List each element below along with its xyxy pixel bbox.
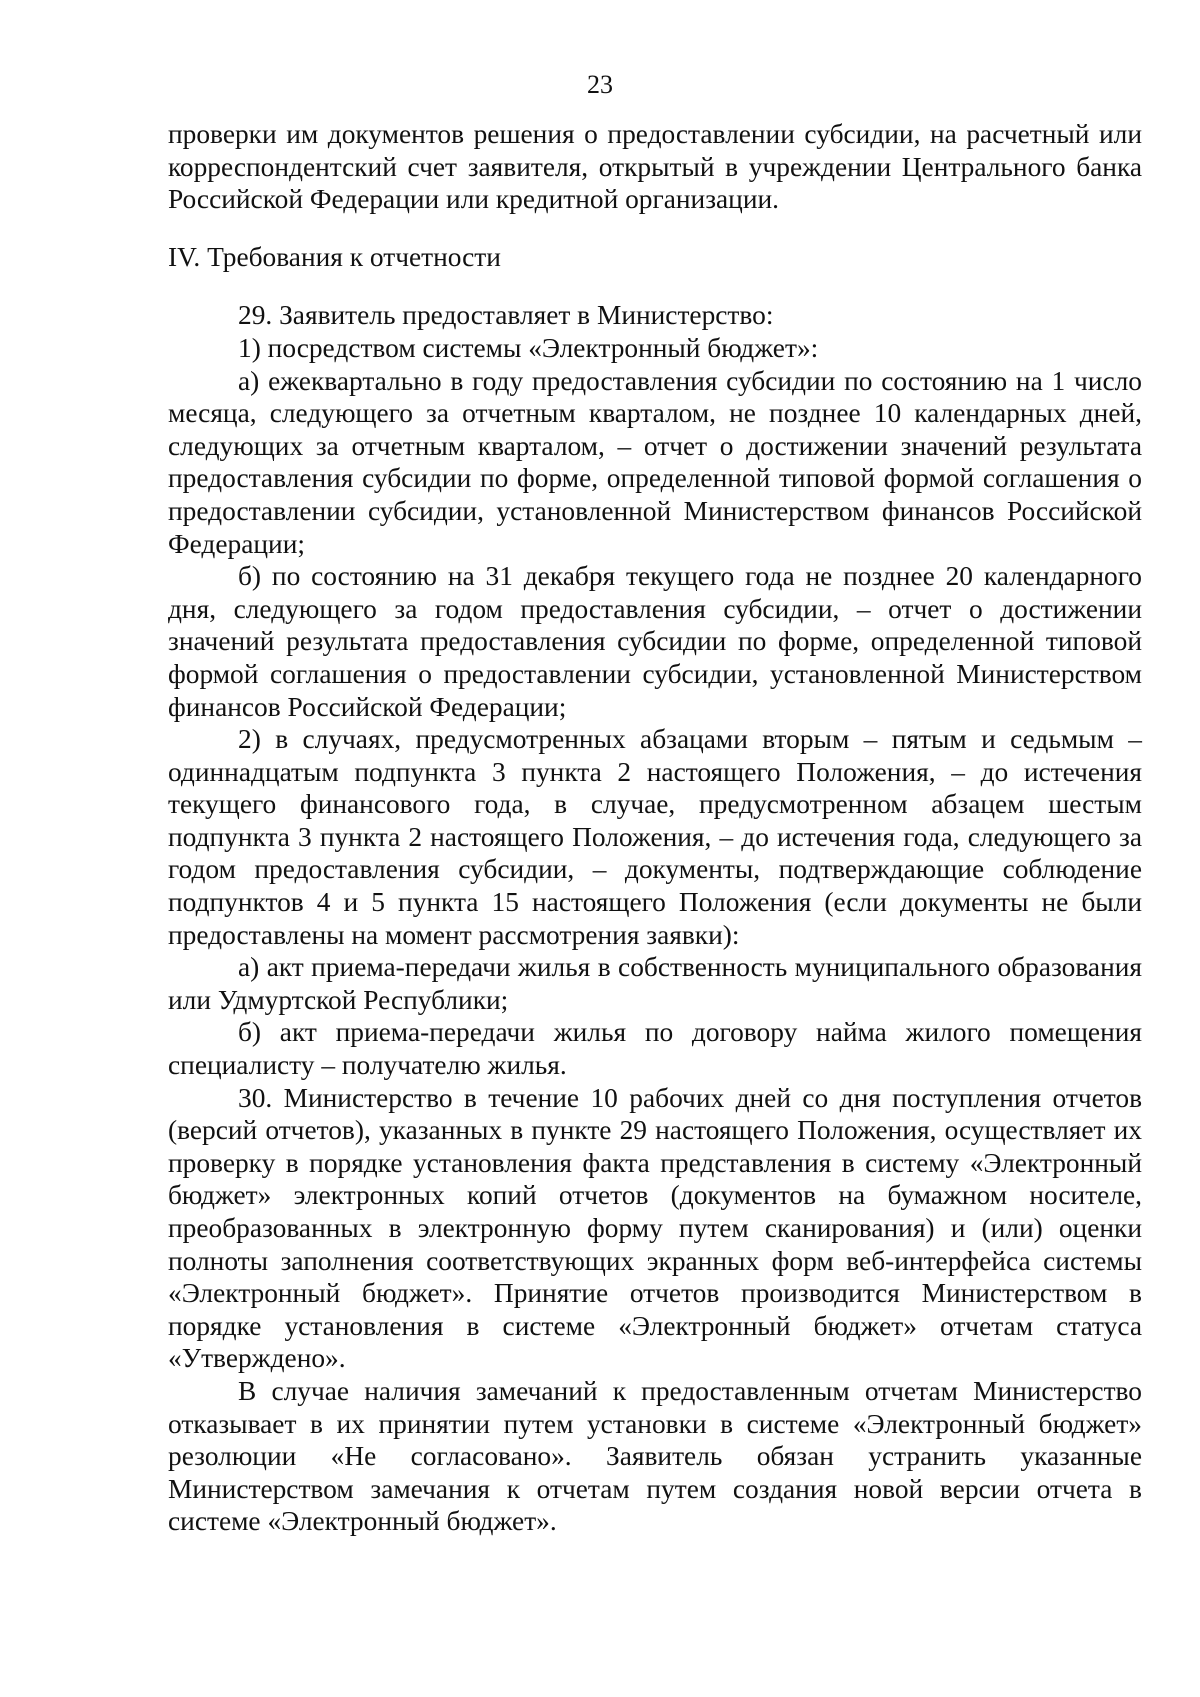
paragraph-29-1: 1) посредством системы «Электронный бюджет»: [238,332,819,363]
paragraph-29-1-a: а) ежеквартально в году предоставления субсидии по состоянию на 1 число месяца, следующего за отчетным кварталом, не позднее 10 календарных дней, следующих за отчетным кварталом, – отчет о достижении значений результата предоставления субсидии по форме, определенной типовой формой соглашения о предоставлении субсидии, установленной Министерством финансов Российской Федерации; [168,365,1142,559]
paragraph-29: 29. Заявитель предоставляет в Министерство: [238,300,774,331]
section-heading: IV. Требования к отчетности [168,241,501,272]
paragraph-29-2: 2) в случаях, предусмотренных абзацами вторым – пятым и седьмым – одиннадцатым подпункта 3 пункта 2 настоящего Положения, – до истечения текущего финансового года, в случае, предусмотренном абзацем шестым подпункта 3 пункта 2 настоящего Положения, – до истечения года, следующего за годом предоставления субсидии, – документы, подтверждающие соблюдение подпунктов 4 и 5 пункта 15 настоящего Положения (если документы не были предоставлены на момент рассмотрения заявки): [168,724,1142,950]
paragraph-29-1-b: б) по состоянию на 31 декабря текущего года не позднее 20 календарного дня, следующего за годом предоставления субсидии, – отчет о достижении значений результата предоставления субсидии по форме, определенной типовой формой соглашения о предоставлении субсидии, установленной Министерством финансов Российской Федерации; [168,561,1142,722]
paragraph-30: 30. Министерство в течение 10 рабочих дней со дня поступления отчетов (версий отчетов), указанных в пункте 29 настоящего Положения, осуществляет их проверку в порядке установления факта представления в систему «Электронный бюджет» электронных копий отчетов (документов на бумажном носителе, преобразованных в электронную форму путем сканирования) и (или) оценки полноты заполнения соответствующих экранных форм веб-интерфейса системы «Электронный бюджет». Принятие отчетов производится Министерством в порядке установления в системе «Электронный бюджет» отчетам статуса «Утверждено». [168,1082,1142,1374]
paragraph-29-2-b: б) акт приема-передачи жилья по договору найма жилого помещения специалисту – получателю жилья. [168,1017,1142,1081]
document-body [168,118,1142,1538]
page-number: 23 [587,70,613,99]
paragraph-29-2-a: а) акт приема-передачи жилья в собственность муниципального образования или Удмуртской Республики; [168,952,1142,1015]
paragraph-30-2: В случае наличия замечаний к предоставленным отчетам Министерство отказывает в их принятии путем установки в системе «Электронный бюджет» резолюции «Не согласовано». Заявитель обязан устранить указанные Министерством замечания к отчетам путем создания новой версии отчета в системе «Электронный бюджет». [168,1375,1142,1537]
paragraph-intro: проверки им документов решения о предоставлении субсидии, на расчетный или корреспондентский счет заявителя, открытый в учреждении Центрального банка Российской Федерации или кредитной организации. [168,119,1142,215]
